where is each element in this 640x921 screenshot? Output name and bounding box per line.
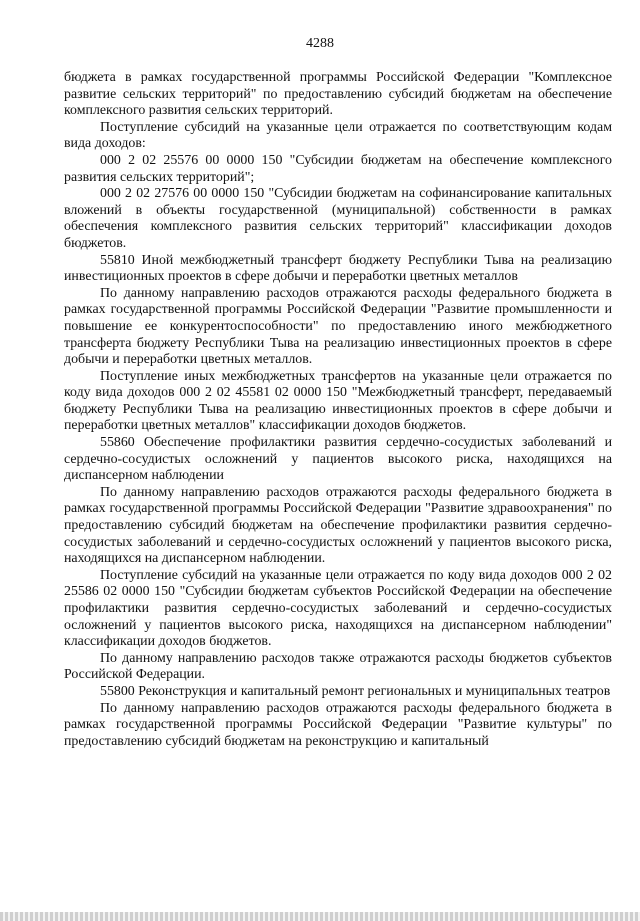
paragraph: По данному направлению расходов отражаются расходы федерального бюджета в рамках государственной программы Российской Федерации "Развитие культуры" по предоставлению субсидий бюджетам на реконструкцию и капитальный <box>64 700 612 749</box>
paragraph: Поступление субсидий на указанные цели отражается по соответствующим кодам вида доходов: <box>64 119 612 152</box>
paragraph-code: 000 2 02 27576 00 0000 150 "Субсидии бюджетам на софинансирование капитальных вложений в объекты государственной (муниципальной) собственности в рамках обеспечения комплексного развития сельских территорий" классификации доходов бюджетов. <box>64 186 612 251</box>
paragraph: Поступление иных межбюджетных трансфертов на указанные цели отражается по коду вида доходов 000 2 02 45581 02 0000 150 "Межбюджетный трансферт, передаваемый бюджету Республики Тыва на реализацию инвестиционных проектов в сфере добычи и переработки цветных металлов" классификации доходов бюджетов. <box>64 368 612 434</box>
paragraph-section-heading: 55810 Иной межбюджетный трансферт бюджету Республики Тыва на реализацию инвестиционных проектов в сфере добычи и переработки цветных металлов <box>64 252 612 285</box>
paragraph-section-heading: 55860 Обеспечение профилактики развития сердечно-сосудистых заболеваний и сердечно-сосудистых осложнений у пациентов высокого риска, находящихся на диспансерном наблюдении <box>64 435 612 484</box>
paragraph-section-heading: 55800 Реконструкция и капитальный ремонт региональных и муниципальных театров <box>100 683 611 699</box>
scan-bottom-edge <box>0 912 640 921</box>
page-number: 4288 <box>306 36 334 51</box>
document-body <box>64 70 612 750</box>
paragraph: По данному направлению расходов отражаются расходы федерального бюджета в рамках государственной программы Российской Федерации "Развитие промышленности и повышение ее конкурентоспособности" по предоставлению иного межбюджетного трансферта бюджету Республики Тыва на реализацию инвестиционных проектов в сфере добычи и переработки цветных металлов. <box>64 285 612 368</box>
paragraph: По данному направлению расходов также отражаются расходы бюджетов субъектов Российской Федерации. <box>64 650 612 683</box>
paragraph-continuation: бюджета в рамках государственной программы Российской Федерации "Комплексное развитие сельских территорий" по предоставлению субсидий бюджетам на обеспечение комплексного развития сельских территорий. <box>64 70 612 119</box>
paragraph-code: 000 2 02 25576 00 0000 150 "Субсидии бюджетам на обеспечение комплексного развития сельских территорий"; <box>64 152 612 185</box>
paragraph: По данному направлению расходов отражаются расходы федерального бюджета в рамках государственной программы Российской Федерации "Развитие здравоохранения" по предоставлению субсидий бюджетам на обеспечение профилактики развития сердечно-сосудистых заболеваний и сердечно-сосудистых осложнений у пациентов высокого риска, находящихся на диспансерном наблюдении. <box>64 484 612 567</box>
paragraph: Поступление субсидий на указанные цели отражается по коду вида доходов 000 2 02 25586 02 0000 150 "Субсидии бюджетам субъектов Российской Федерации на обеспечение профилактики развития сердечно-сосудистых заболеваний и сердечно-сосудистых осложнений у пациентов высокого риска, находящихся на диспансерном наблюдении" классификации доходов бюджетов. <box>64 567 612 650</box>
